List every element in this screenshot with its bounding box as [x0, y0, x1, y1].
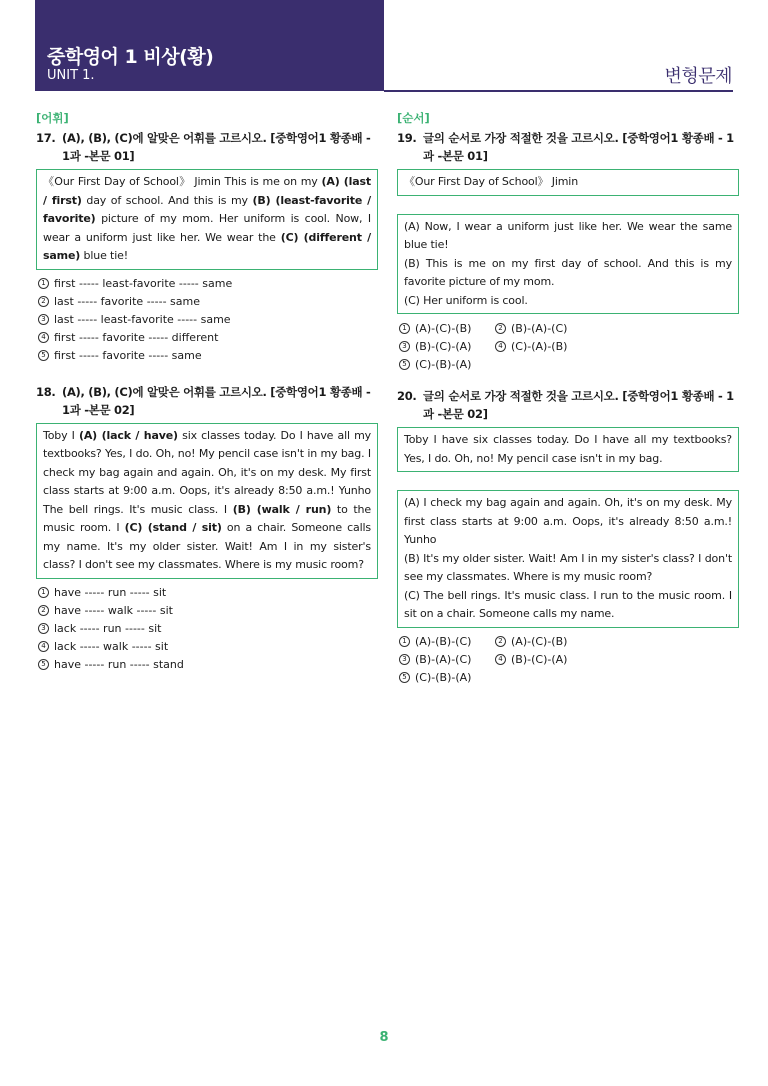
question-text: (A), (B), (C)에 알맞은 어휘를 고르시오. [중학영어1 황종배 - 1과 -본문 01] [62, 131, 371, 163]
option-2[interactable] [493, 633, 613, 651]
option-text: (C)-(B)-(A) [415, 671, 472, 684]
question-text: 글의 순서로 가장 적절한 것을 고르시오. [중학영어1 황종배 - 1과 -본문 01] [423, 131, 734, 163]
question-text: 글의 순서로 가장 적절한 것을 고르시오. [중학영어1 황종배 - 1과 -본문 02] [423, 389, 734, 421]
circled-number-icon: 2 [495, 323, 506, 334]
question-19-intro: 《Our First Day of School》 Jimin [397, 169, 739, 196]
question-19-parts [397, 214, 739, 315]
part-a: (A) I check my bag again and again. Oh, it's on my desk. My first class starts at 9:00 a.m. Oops, it's already 8:50 a.m.! Yunho [404, 496, 732, 546]
option-text: first ----- favorite ----- different [54, 331, 219, 344]
option-text: have ----- run ----- sit [54, 586, 167, 599]
option-5[interactable] [397, 669, 493, 687]
question-20-title [397, 387, 739, 423]
option-3[interactable] [36, 620, 378, 638]
passage-text: six classes today. Do I have all my textbooks? Yes, I do. Oh, no! My pencil case isn't in my bag. I check my bag again and again. Oh, it's on my desk. My first class starts at 9:00 a.m. Oops, it's already 8:50 a.m.! Yunho The bell rings. It's music class. I [43, 428, 371, 516]
page-number: 8 [379, 1030, 389, 1045]
question-19-title [397, 129, 739, 165]
blank-b: (B) (least-favorite / favorite) [43, 193, 371, 225]
part-b: (B) It's my older sister. Wait! Am I in my sister's class? I don't see my classmates. Where is my music room? [404, 551, 732, 583]
option-text: last ----- least-favorite ----- same [54, 313, 231, 326]
question-20-parts [397, 490, 739, 628]
question-17-passage [36, 169, 378, 270]
blank-c: (C) (different / same) [43, 230, 371, 262]
option-text: (A)-(B)-(C) [415, 635, 472, 648]
option-text: have ----- run ----- stand [54, 658, 184, 671]
passage-text: day of school. And this is my [81, 193, 253, 207]
question-18-passage [36, 423, 378, 579]
circled-number-icon: 5 [399, 359, 410, 370]
option-3[interactable] [397, 651, 493, 669]
right-column [397, 110, 739, 687]
circled-number-icon: 2 [38, 296, 49, 307]
circled-number-icon: 2 [495, 636, 506, 647]
option-5[interactable] [36, 347, 378, 365]
option-4[interactable] [493, 651, 613, 669]
question-number: 17. [36, 131, 56, 145]
option-5[interactable] [397, 355, 493, 373]
circled-number-icon: 5 [38, 659, 49, 670]
order-tag: [순서] [397, 111, 430, 125]
passage-text: picture of my mom. Her uniform is cool. Now, I wear a uniform just like her. We wear the [43, 212, 371, 244]
question-number: 20. [397, 389, 417, 403]
option-3[interactable] [397, 337, 493, 355]
option-text: (B)-(A)-(C) [511, 321, 568, 335]
circled-number-icon: 3 [399, 654, 410, 665]
circled-number-icon: 4 [38, 641, 49, 652]
option-1[interactable] [397, 633, 493, 651]
option-1[interactable] [36, 275, 378, 293]
circled-number-icon: 5 [399, 672, 410, 683]
circled-number-icon: 3 [38, 314, 49, 325]
question-20-intro: Toby I have six classes today. Do I have all my textbooks? Yes, I do. Oh, no! My pencil case isn't in my bag. [397, 427, 739, 472]
section-title: 변형문제 [664, 66, 732, 87]
passage-text: blue tie! [80, 249, 128, 262]
circled-number-icon: 3 [399, 341, 410, 352]
part-c: (C) Her uniform is cool. [404, 293, 528, 307]
passage-text: 《Our First Day of School》 Jimin This is me on my [43, 175, 322, 188]
circled-number-icon: 1 [399, 636, 410, 647]
circled-number-icon: 4 [38, 332, 49, 343]
option-text: first ----- least-favorite ----- same [54, 277, 233, 290]
option-text: (A)-(C)-(B) [415, 321, 472, 335]
blank-a: (A) (last / first) [43, 175, 371, 207]
option-text: (B)-(C)-(A) [511, 653, 568, 666]
option-text: (B)-(C)-(A) [415, 339, 472, 353]
question-number: 18. [36, 384, 56, 399]
part-a: (A) Now, I wear a uniform just like her. We wear the same blue tie! [404, 219, 732, 251]
option-text: (B)-(A)-(C) [415, 653, 472, 666]
circled-number-icon: 5 [38, 350, 49, 361]
question-17-title [36, 129, 378, 165]
option-text: lack ----- run ----- sit [54, 622, 162, 635]
option-text: have ----- walk ----- sit [54, 604, 173, 617]
passage-text: Toby I [43, 428, 79, 442]
blank-c: (C) (stand / sit) [124, 521, 222, 534]
option-text: first ----- favorite ----- same [54, 349, 202, 362]
question-text: (A), (B), (C)에 알맞은 어휘를 고르시오. [중학영어1 황종배 - 1과 -본문 02] [62, 384, 371, 417]
option-text: last ----- favorite ----- same [54, 295, 200, 308]
circled-number-icon: 2 [38, 605, 49, 616]
circled-number-icon: 1 [38, 587, 49, 598]
option-5[interactable] [36, 656, 378, 674]
option-text: (C)-(B)-(A) [415, 357, 472, 371]
option-text: (A)-(C)-(B) [511, 635, 568, 648]
option-2[interactable] [493, 319, 613, 337]
book-title: 중학영어 1 비상(황) [47, 46, 214, 68]
passage-text: on a chair. Someone calls my name. It's my older sister. Wait! Am I in my sister's class? I don't see my classmates. Where is my music room? [43, 521, 371, 571]
circled-number-icon: 4 [495, 654, 506, 665]
option-4[interactable] [36, 638, 378, 656]
part-c: (C) The bell rings. It's music class. I run to the music room. I sit on a chair. Someone calls my name. [404, 588, 732, 620]
question-20-options [397, 633, 739, 687]
circled-number-icon: 1 [38, 278, 49, 289]
blank-b: (B) (walk / run) [232, 502, 332, 516]
question-18-title [36, 383, 378, 419]
option-text: (C)-(A)-(B) [511, 339, 568, 353]
question-17-options [36, 275, 378, 365]
left-column [36, 110, 378, 674]
question-19-options [397, 319, 739, 373]
circled-number-icon: 1 [399, 323, 410, 334]
option-3[interactable] [36, 311, 378, 329]
option-2[interactable] [36, 602, 378, 620]
option-1[interactable] [397, 319, 493, 337]
passage-text: to the music room. I [43, 502, 371, 534]
option-4[interactable] [36, 329, 378, 347]
part-b: (B) This is me on my first day of school. And this is my favorite picture of my mom. [404, 256, 732, 288]
question-18-options [36, 584, 378, 674]
circled-number-icon: 4 [495, 341, 506, 352]
option-1[interactable] [36, 584, 378, 602]
option-text: lack ----- walk ----- sit [54, 640, 169, 653]
option-4[interactable] [493, 337, 613, 355]
header-rule [384, 90, 733, 92]
blank-a: (A) (lack / have) [78, 428, 178, 442]
unit-label: UNIT 1. [47, 68, 95, 83]
vocab-tag: [어휘] [36, 111, 69, 125]
question-number: 19. [397, 131, 417, 145]
circled-number-icon: 3 [38, 623, 49, 634]
option-2[interactable] [36, 293, 378, 311]
